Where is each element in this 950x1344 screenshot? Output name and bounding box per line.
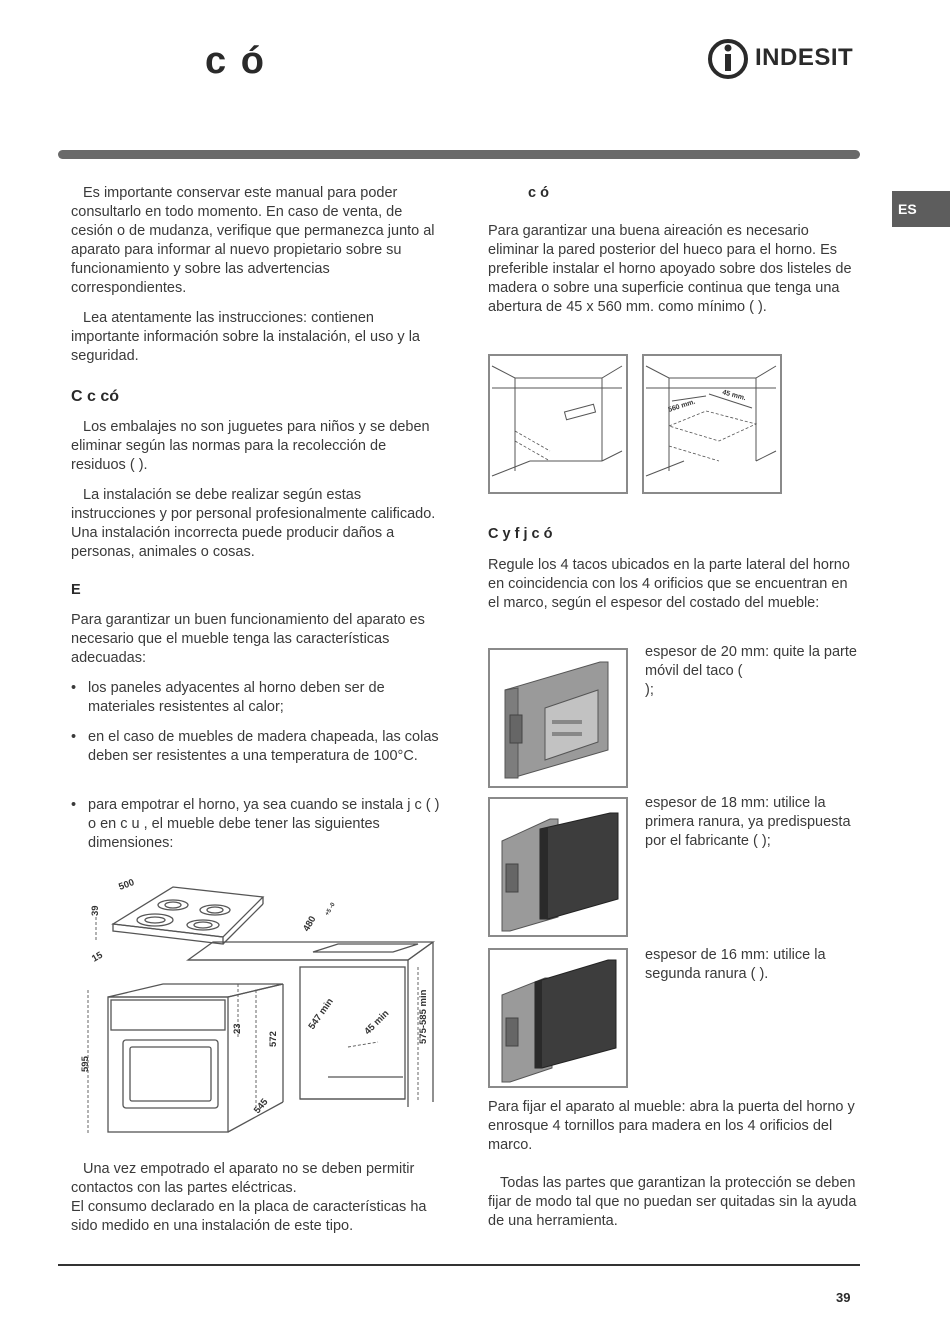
ventilation-figure-1 <box>488 354 628 494</box>
bullet-marker: • <box>71 729 77 745</box>
ventilation-figure-2-drawing <box>644 356 779 491</box>
fig-label-45: 45 mm. <box>721 389 747 403</box>
bullet-marker: • <box>71 797 77 813</box>
spacer-figure-16mm <box>488 948 628 1088</box>
closing-paragraph-1: Una vez empotrado el aparato no se deben permitir contactos con las partes eléctricas. <box>71 1161 415 1196</box>
dim-500: 500 <box>117 877 136 893</box>
dim-480-tolerance: +5 -0 <box>324 902 337 917</box>
dim-545: 545 <box>251 1096 271 1116</box>
dim-23: 23 <box>232 1023 243 1034</box>
brand-name: INDESIT <box>755 44 854 71</box>
closing-paragraph-2: El consumo declarado en la placa de características ha sido medido en una instalación de este tipo. <box>71 1199 427 1234</box>
brand-logo <box>707 38 862 80</box>
intro-paragraph-1: Es importante conservar este manual para poder consultarlo en todo momento. En caso de venta, de cesión o de mudanza, verifique que permanezca junto al aparato para informar al nuevo propietario sobre su funcionamiento y sobre las advertencias correspondientes. <box>71 185 435 296</box>
language-tab[interactable]: ES <box>892 191 950 227</box>
dim-15: 15 <box>90 949 105 965</box>
furniture-paragraph: Para garantizar un buen funcionamiento del aparato es necesario que el mueble tenga las características adecuadas: <box>71 612 425 666</box>
step-20mm: espesor de 20 mm: quite la parte móvil del taco ( ); <box>645 644 857 698</box>
brand-logo-icon <box>707 38 751 80</box>
dim-595: 595 <box>80 1056 91 1072</box>
dim-575-585: 575-585 min <box>418 989 429 1044</box>
installation-paragraph: La instalación se debe realizar según estas instrucciones y por personal profesionalmente calificado. Una instalación incorrecta puede producir daños a personas, animales o cosas. <box>71 487 436 560</box>
packaging-paragraph: Los embalajes no son juguetes para niños y se deben eliminar según las normas para la recolección de residuos ( ). <box>71 419 430 473</box>
bullet-text: los paneles adyacentes al horno deben ser de materiales resistentes al calor; <box>88 680 385 715</box>
ventilation-paragraph: Para garantizar una buena aireación es necesario eliminar la pared posterior del hueco para el horno. Es preferible instalar el horno apoyado sobre dos listeles de madera o sobre una superficie continua que tenga una abertura de 45 x 560 mm. como mínimo ( ). <box>488 223 852 315</box>
dim-39: 39 <box>90 905 101 916</box>
spacer-figure-20mm <box>488 648 628 788</box>
bullet-text: para empotrar el horno, ya sea cuando se instala j c ( ) o en c u , el mueble debe tener las siguientes dimensiones: <box>88 797 440 851</box>
ventilation-figure-1-drawing <box>490 356 625 491</box>
footer-divider <box>58 1264 860 1266</box>
centering-paragraph: Regule los 4 tacos ubicados en la parte lateral del horno en coincidencia con los 4 orificios que se encuentran en el marco, según el espesor del costado del mueble: <box>488 557 850 611</box>
section-heading-built-in: E <box>71 582 81 598</box>
protection-paragraph: Todas las partes que garantizan la protección se deben fijar de modo tal que no puedan ser quitadas sin la ayuda de una herramienta. <box>488 1175 857 1229</box>
fixing-paragraph: Para fijar el aparato al mueble: abra la puerta del horno y enrosque 4 tornillos para madera en los 4 orificios del marco. <box>488 1099 855 1153</box>
spacer-figure-18mm <box>488 797 628 937</box>
built-in-dimensions-diagram <box>78 872 443 1150</box>
dim-45: 45 min <box>362 1008 392 1038</box>
bullet-item-1 <box>71 679 443 719</box>
section-heading-packaging: C c có <box>71 388 120 405</box>
dim-572: 572 <box>268 1031 279 1047</box>
dim-480: 480 <box>301 914 319 934</box>
header-divider <box>58 150 860 159</box>
ventilation-figure-2 <box>642 354 782 494</box>
bullet-marker: • <box>71 680 77 696</box>
section-heading-ventilation: c ó <box>528 185 549 201</box>
section-heading-centering: C y f j c ó <box>488 526 553 542</box>
bullet-item-2 <box>71 728 443 788</box>
step-18mm: espesor de 18 mm: utilice la primera ranura, ya predispuesta por el fabricante ( ); <box>645 795 851 849</box>
spacer-figure-18mm-drawing <box>490 799 625 934</box>
bullet-item-3 <box>71 796 443 856</box>
dim-547: 547 min <box>306 996 336 1032</box>
page-title: c ó <box>205 40 266 82</box>
bullet-text: en el caso de muebles de madera chapeada, las colas deben ser resistentes a una temperatura de 100°C. <box>88 729 439 764</box>
step-16mm: espesor de 16 mm: utilice la segunda ranura ( ). <box>645 947 826 982</box>
spacer-figure-20mm-drawing <box>490 650 625 785</box>
fig-label-560: 560 mm. <box>667 398 697 414</box>
spacer-figure-16mm-drawing <box>490 950 625 1085</box>
intro-paragraph-2: Lea atentamente las instrucciones: contienen importante información sobre la instalación, el uso y la seguridad. <box>71 310 420 364</box>
page-number: 39 <box>836 1290 851 1305</box>
